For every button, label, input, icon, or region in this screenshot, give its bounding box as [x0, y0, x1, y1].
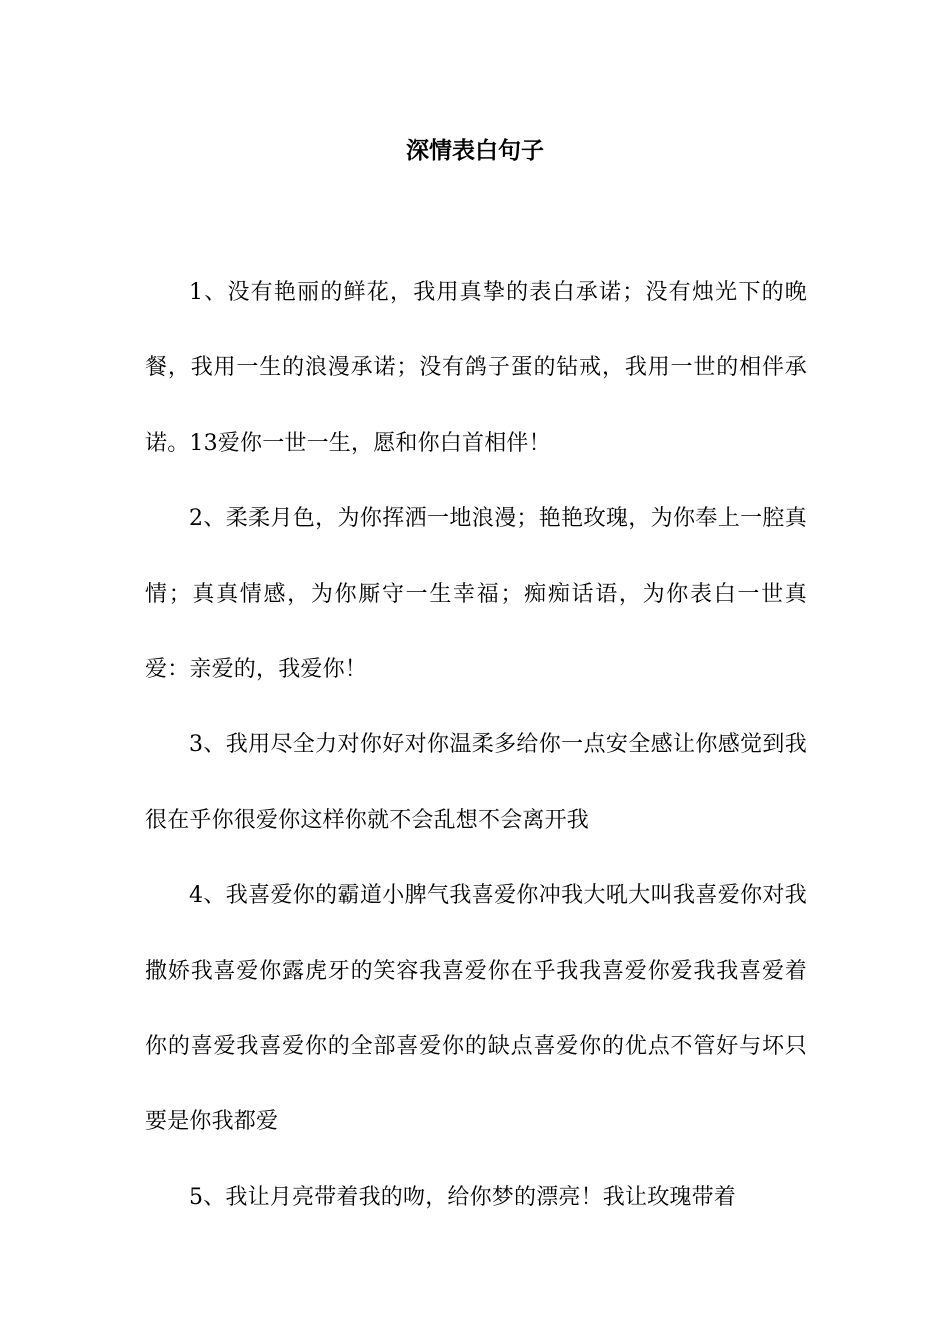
paragraph-3: 3、我用尽全力对你好对你温柔多给你一点安全感让你感觉到我很在乎你很爱你这样你就不会乱想不会离开我 — [145, 732, 807, 833]
paragraph-2: 2、柔柔月色，为你挥洒一地浪漫；艳艳玫瑰，为你奉上一腔真情；真真情感，为你厮守一生幸福；痴痴话语，为你表白一世真爱：亲爱的，我爱你！ — [145, 506, 807, 683]
paragraph-5: 5、我让月亮带着我的吻，给你梦的漂亮！我让玫瑰带着 — [189, 1184, 736, 1210]
document-body — [145, 255, 807, 1235]
paragraph-4: 4、我喜爱你的霸道小脾气我喜爱你冲我大吼大叫我喜爱你对我撒娇我喜爱你露虎牙的笑容我喜爱你在乎我我喜爱你爱我我喜爱着你的喜爱我喜爱你的全部喜爱你的缺点喜爱你的优点不管好与坏只要是你我都爱 — [145, 883, 807, 1135]
document-title: 深情表白句子 — [406, 138, 544, 164]
paragraph-1: 1、没有艳丽的鲜花，我用真挚的表白承诺；没有烛光下的晚餐，我用一生的浪漫承诺；没有鸽子蛋的钻戒，我用一世的相伴承诺。13爱你一世一生，愿和你白首相伴！ — [145, 280, 807, 456]
